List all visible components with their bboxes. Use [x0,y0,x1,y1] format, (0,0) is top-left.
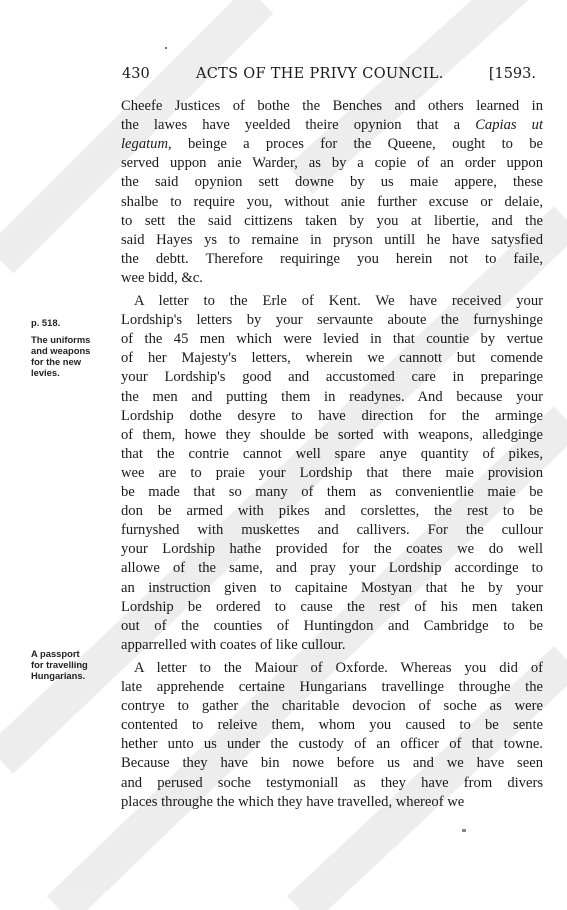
text-line: wee are to praie your Lordship that there maie provision [121,464,543,481]
text-line: the men and putting them in readynes. And because your [121,388,543,405]
margin-note-line: A passport [31,648,80,659]
text-line: Because they have bin nowe before us and we have seen [121,755,543,772]
text-line: of her Majesty's letters, wherein we cannott but comende [121,350,543,367]
text-line: your Lordship hathe provided for the coates we do well [121,541,543,558]
text-line: served uppon anie Warder, as by a copie of an order uppon [121,155,543,172]
text-line: said Hayes ys to remaine in pryson untill he have satysfied [121,231,543,248]
text-line: hether unto us under the custody of an officer of that towne. [121,736,543,753]
text-line: your Lordship's good and accustomed care in preparinge [121,369,543,386]
margin-note-passport [31,648,119,681]
margin-note-line: Hungarians. [31,670,86,681]
text-line: Lordship's letters by your servaunte aboute the furnyshinge [121,312,543,329]
margin-note-line: The uniforms [31,334,91,345]
text-line: be made that so many of them as convenientlie maie be [121,484,543,500]
margin-note-line: levies. [31,367,60,378]
text-line: out of the counties of Huntingdon and Cambridge to be [121,617,543,634]
text-line: places throughe the which they have travelled, whereof we [121,793,465,810]
text-line: Lordship be ordered to cause the rest of his men taken [121,598,543,615]
text-line: late apprehende certaine Hungarians travellinge throughe the [121,679,543,695]
text-line: of them, howe they shoulde be sorted with weapons, alledginge [121,426,543,443]
year-label: [1593. [488,66,536,82]
text-line: wee bidd, &c. [121,269,203,286]
ink-speck [165,47,167,49]
margin-note-line: and weapons [31,345,91,356]
text-line: that the contrie cannot well spare anye quantity of pikes, [121,445,543,462]
text-line: allowe of the same, and pray your Lordship accordinge to [121,560,543,577]
running-header [122,66,542,90]
text-line: to sett the said cittizens taken by you at libertie, and the [121,212,543,229]
margin-note-line: for travelling [31,659,88,670]
text-line: of the 45 men which were levied in that countie by vertue [121,331,543,348]
text-line: shalbe to require you, without anie further excuse or delaie, [121,193,543,210]
running-title: ACTS OF THE PRIVY COUNCIL. [196,66,444,82]
margin-note-uniforms [31,334,119,378]
text-line: and perused soche testymoniall as they have from divers [121,774,543,791]
text-line: contrye to gather the charitable devocion of soche as were [121,698,543,715]
text-line: A letter to the Maiour of Oxforde. Whereas you did of [134,659,543,676]
text-line: Cheefe Justices of bothe the Benches and others learned in [121,98,543,114]
text-line: an instruction given to capitaine Mostyan that he by your [121,579,543,596]
text-line: contented to releive them, whom you caused to be sente [121,717,543,734]
page-ref-label: p. 518. [31,317,61,328]
margin-note-line: for the new [31,356,82,367]
text-line: Lordship dothe desyre to have direction for the arminge [121,407,543,424]
ink-speck [462,829,466,832]
text-line: apparrelled with coates of like cullour. [121,636,346,653]
page-number: 430 [122,66,150,82]
text-line: the lawes have yeelded theire opynion that a Capias ut [121,117,543,134]
page-reference [31,317,119,328]
text-line: legatum, beinge a proces for the Queene, ought to be [121,136,543,153]
text-line: A letter to the Erle of Kent. We have received your [134,293,543,309]
text-line: the debtt. Therefore requiringe you herein not to faile, [121,250,543,267]
text-line: the said opynion sett downe by us maie appere, these [121,174,543,191]
text-line: furnyshed with muskettes and callivers. For the cullour [121,522,543,539]
text-line: don be armed with pikes and corslettes, the rest to be [121,503,543,520]
